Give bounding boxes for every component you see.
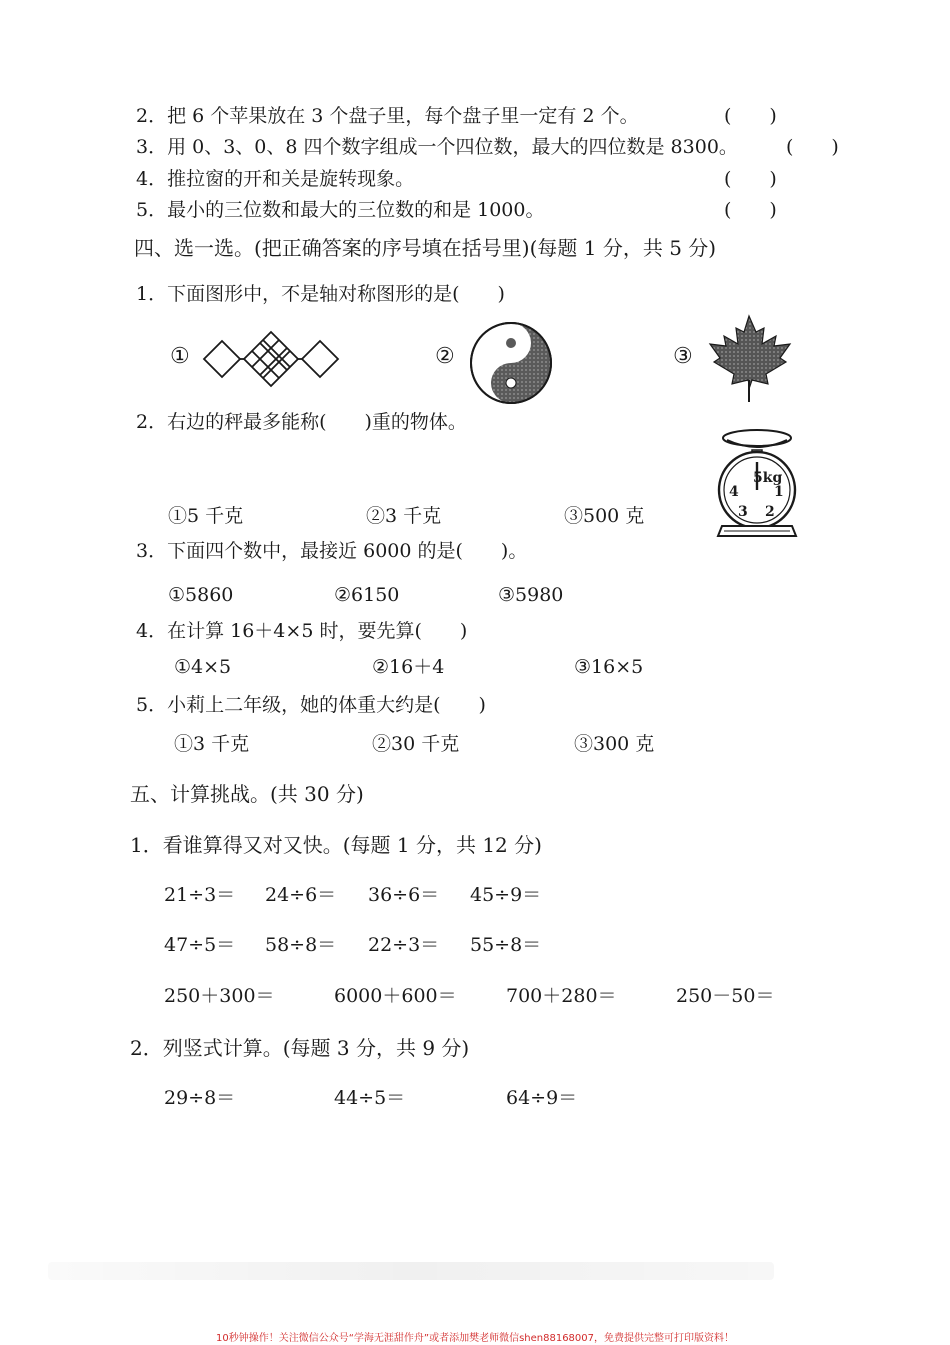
- choose-q3: 3．下面四个数中，最接近 6000 的是( )。: [136, 540, 528, 562]
- chinese-knot-icon: [200, 328, 342, 390]
- answer-paren[interactable]: ( ): [786, 136, 839, 158]
- calc-problem: 250－50＝: [676, 985, 775, 1007]
- q5-option-3: ③300 克: [574, 733, 655, 755]
- vertical-calc-problem: 64÷9＝: [506, 1087, 578, 1109]
- section-4-title: 四、选一选。(把正确答案的序号填在括号里)(每题 1 分，共 5 分): [134, 236, 717, 260]
- answer-paren[interactable]: ( ): [724, 168, 777, 190]
- scale-number-4: 4: [729, 484, 739, 500]
- footer-note: 10秒钟操作！关注微信公众号“学海无涯甜作舟”或者添加樊老师微信shen88168007，免费提供完整可打印版资料！: [215, 1333, 735, 1344]
- option-2-label: ②: [435, 344, 455, 369]
- calc-problem: 22÷3＝: [368, 934, 440, 956]
- option-3-label: ③: [673, 344, 693, 369]
- judge-item-5: 5．最小的三位数和最大的三位数的和是 1000。: [136, 199, 545, 221]
- scan-smudge: [48, 1262, 774, 1280]
- scale-number-2: 2: [765, 504, 775, 520]
- vertical-calc-problem: 44÷5＝: [334, 1087, 406, 1109]
- choose-q1: 1．下面图形中，不是轴对称图形的是( ): [136, 283, 505, 305]
- scale-number-3: 3: [738, 504, 748, 520]
- q5-option-1: ①3 千克: [174, 733, 250, 755]
- q3-option-1: ①5860: [168, 584, 234, 606]
- calc-problem: 55÷8＝: [470, 934, 542, 956]
- q3-option-3: ③5980: [498, 584, 564, 606]
- q2-option-1: ①5 千克: [168, 505, 244, 527]
- q2-option-3: ③500 克: [564, 505, 645, 527]
- calc-problem: 47÷5＝: [164, 934, 236, 956]
- q4-option-1: ①4×5: [174, 656, 232, 678]
- maple-leaf-icon: [704, 314, 794, 404]
- q4-option-2: ②16＋4: [372, 656, 445, 678]
- calc-problem: 700＋280＝: [506, 985, 617, 1007]
- vertical-calc-problem: 29÷8＝: [164, 1087, 236, 1109]
- q3-option-2: ②6150: [334, 584, 400, 606]
- calc-problem: 24÷6＝: [265, 884, 337, 906]
- calc-problem: 250＋300＝: [164, 985, 275, 1007]
- scale-number-1: 1: [774, 484, 784, 500]
- section-5-title: 五、计算挑战。(共 30 分): [130, 782, 364, 806]
- calc-part-2-title: 2．列竖式计算。(每题 3 分，共 9 分): [130, 1036, 470, 1060]
- choose-q2: 2．右边的秤最多能称( )重的物体。: [136, 411, 467, 433]
- judge-item-4: 4．推拉窗的开和关是旋转现象。: [136, 168, 415, 190]
- q5-option-2: ②30 千克: [372, 733, 460, 755]
- q4-option-3: ③16×5: [574, 656, 644, 678]
- judge-item-3: 3．用 0、3、0、8 四个数字组成一个四位数，最大的四位数是 8300。: [136, 136, 738, 158]
- calc-problem: 36÷6＝: [368, 884, 440, 906]
- answer-paren[interactable]: ( ): [724, 105, 777, 127]
- q2-option-2: ②3 千克: [366, 505, 442, 527]
- judge-item-2: 2．把 6 个苹果放在 3 个盘子里，每个盘子里一定有 2 个。: [136, 105, 639, 127]
- calc-problem: 6000＋600＝: [334, 985, 457, 1007]
- calc-problem: 21÷3＝: [164, 884, 236, 906]
- calc-problem: 58÷8＝: [265, 934, 337, 956]
- scale-unit-label: 5kg: [753, 470, 783, 486]
- calc-problem: 45÷9＝: [470, 884, 542, 906]
- choose-q4: 4．在计算 16＋4×5 时，要先算( ): [136, 620, 468, 642]
- option-1-label: ①: [170, 344, 190, 369]
- answer-paren[interactable]: ( ): [724, 199, 777, 221]
- calc-part-1-title: 1．看谁算得又对又快。(每题 1 分，共 12 分): [130, 833, 542, 857]
- choose-q5: 5．小莉上二年级，她的体重大约是( ): [136, 694, 486, 716]
- yin-yang-icon: [468, 320, 554, 406]
